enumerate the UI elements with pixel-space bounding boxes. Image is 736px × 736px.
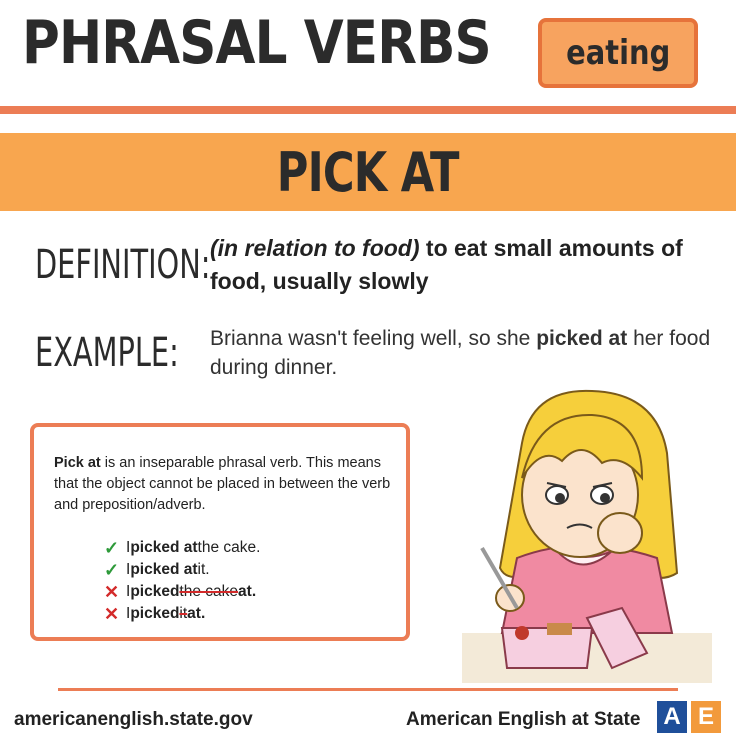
check-icon: ✓ (104, 559, 120, 580)
example-row-post: it. (197, 561, 210, 578)
logo-a: A (657, 701, 687, 733)
example-row-bold: picked (130, 583, 180, 600)
example-row-post: at. (238, 583, 257, 600)
top-divider (0, 106, 736, 114)
definition-text (210, 232, 720, 298)
definition-label: DEFINITION: (35, 242, 211, 288)
example-text (210, 324, 720, 382)
topic-label: eating (565, 33, 671, 73)
example-row-2 (104, 559, 260, 581)
example-row-post: at. (187, 605, 206, 622)
example-row-pre: I (126, 605, 131, 622)
example-after: her food during dinner. (210, 327, 711, 379)
hand (598, 513, 642, 553)
right-pupil (600, 493, 610, 503)
verb-banner (0, 133, 736, 211)
example-row-1 (104, 537, 260, 559)
example-before: Brianna wasn't feeling well, so she (210, 327, 537, 350)
note-bold: Pick at (54, 455, 101, 471)
note-body: is an inseparable phrasal verb. This means that the object cannot be placed in between the verb and preposition/adverb. (54, 455, 391, 513)
example-bold: picked at (536, 327, 628, 350)
check-icon: ✓ (104, 537, 120, 558)
example-row-bold: picked (130, 605, 180, 622)
note-text (54, 453, 404, 516)
example-row-bold: picked at (130, 539, 198, 556)
brand-name: American English at State (406, 709, 641, 730)
cross-icon: ✕ (104, 603, 120, 624)
cross-icon: ✕ (104, 581, 120, 602)
example-label: EXAMPLE: (35, 330, 179, 376)
example-row-post: the cake. (197, 539, 261, 556)
example-row-3 (104, 581, 260, 603)
example-row-4 (104, 603, 260, 625)
definition-italic: (in relation to food) (210, 235, 420, 261)
verb-title: PICK AT (277, 140, 459, 204)
topic-badge (538, 18, 698, 88)
note-box (30, 423, 410, 641)
bottom-divider (58, 688, 678, 691)
example-row-strike: the cake (179, 583, 239, 600)
food-piece (547, 623, 572, 635)
website-link[interactable]: americanenglish.state.gov (14, 709, 253, 730)
example-row-pre: I (126, 539, 131, 556)
example-row-pre: I (126, 561, 131, 578)
logo-e: E (691, 701, 721, 733)
example-row-strike: it (179, 605, 188, 622)
example-list (104, 537, 260, 625)
page-title: PHRASAL VERBS (22, 8, 491, 78)
food-piece (515, 626, 529, 640)
left-pupil (555, 493, 565, 503)
definition-body: to eat small amounts of food, usually slowly (210, 235, 683, 294)
example-row-bold: picked at (130, 561, 198, 578)
example-row-pre: I (126, 583, 131, 600)
girl-illustration (462, 383, 712, 683)
